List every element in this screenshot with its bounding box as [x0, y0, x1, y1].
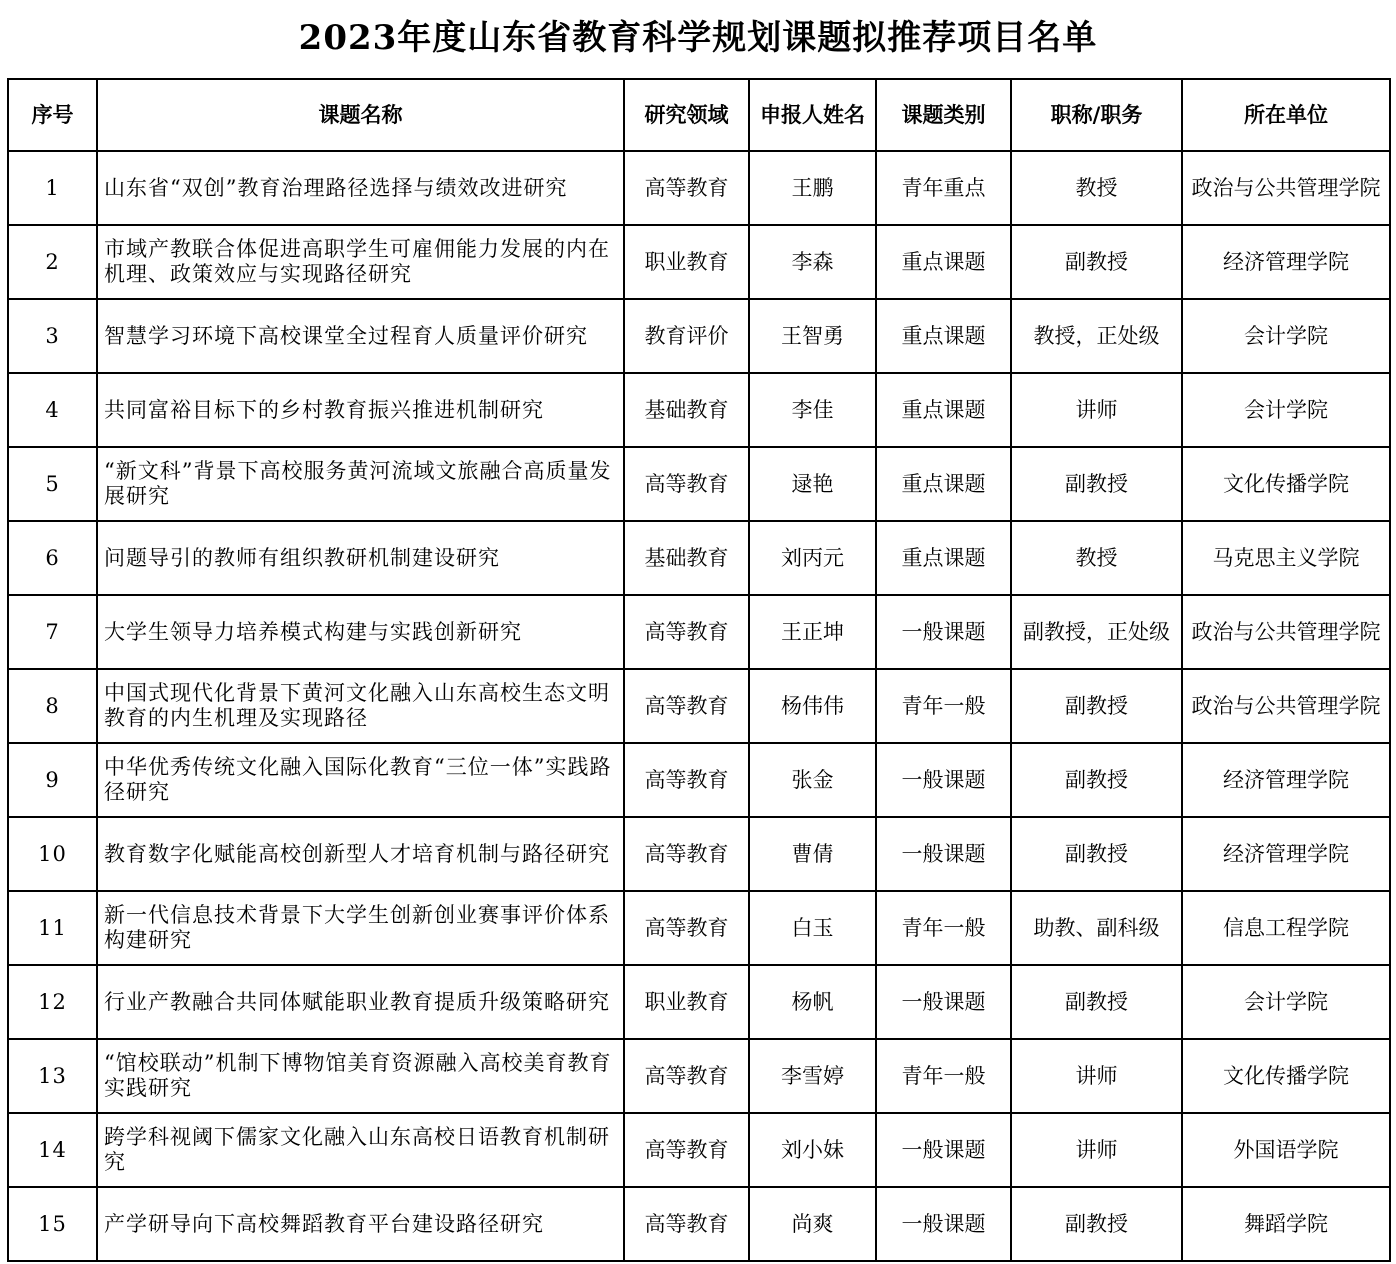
cell-applicant: 张金: [749, 743, 876, 817]
cell-project-name: 中华优秀传统文化融入国际化教育“三位一体”实践路径研究: [97, 743, 624, 817]
cell-index: 3: [8, 299, 97, 373]
cell-unit: 会计学院: [1182, 299, 1390, 373]
table-row: [8, 521, 1390, 595]
cell-project-name: 教育数字化赋能高校创新型人才培育机制与路径研究: [97, 817, 624, 891]
cell-category: 重点课题: [876, 521, 1011, 595]
table-row: [8, 1113, 1390, 1187]
cell-project-name: 中国式现代化背景下黄河文化融入山东高校生态文明教育的内生机理及实现路径: [97, 669, 624, 743]
cell-research-field: 高等教育: [624, 151, 749, 225]
cell-category: 重点课题: [876, 447, 1011, 521]
table-row: [8, 447, 1390, 521]
cell-project-name: 跨学科视阈下儒家文化融入山东高校日语教育机制研究: [97, 1113, 624, 1187]
cell-unit: 经济管理学院: [1182, 225, 1390, 299]
cell-applicant: 李佳: [749, 373, 876, 447]
cell-research-field: 高等教育: [624, 817, 749, 891]
page-title: 2023年度山东省教育科学规划课题拟推荐项目名单: [298, 18, 1098, 58]
cell-applicant: 白玉: [749, 891, 876, 965]
cell-unit: 信息工程学院: [1182, 891, 1390, 965]
table-row: [8, 299, 1390, 373]
cell-index: 4: [8, 373, 97, 447]
cell-category: 青年一般: [876, 669, 1011, 743]
cell-position: 教授: [1011, 521, 1182, 595]
cell-position: 副教授: [1011, 225, 1182, 299]
cell-research-field: 高等教育: [624, 595, 749, 669]
cell-position: 教授: [1011, 151, 1182, 225]
cell-index: 12: [8, 965, 97, 1039]
table-row: [8, 1039, 1390, 1113]
cell-category: 一般课题: [876, 817, 1011, 891]
cell-research-field: 教育评价: [624, 299, 749, 373]
cell-index: 7: [8, 595, 97, 669]
cell-position: 副教授: [1011, 743, 1182, 817]
cell-index: 14: [8, 1113, 97, 1187]
table-row: [8, 965, 1390, 1039]
cell-unit: 政治与公共管理学院: [1182, 669, 1390, 743]
cell-project-name: 新一代信息技术背景下大学生创新创业赛事评价体系构建研究: [97, 891, 624, 965]
cell-applicant: 刘丙元: [749, 521, 876, 595]
cell-category: 重点课题: [876, 225, 1011, 299]
cell-position: 副教授，正处级: [1011, 595, 1182, 669]
cell-category: 一般课题: [876, 1187, 1011, 1261]
cell-unit: 文化传播学院: [1182, 447, 1390, 521]
cell-research-field: 高等教育: [624, 669, 749, 743]
cell-position: 副教授: [1011, 965, 1182, 1039]
cell-unit: 会计学院: [1182, 965, 1390, 1039]
cell-unit: 文化传播学院: [1182, 1039, 1390, 1113]
cell-position: 副教授: [1011, 1187, 1182, 1261]
table-body: [8, 151, 1390, 1261]
cell-category: 青年一般: [876, 1039, 1011, 1113]
cell-unit: 政治与公共管理学院: [1182, 595, 1390, 669]
cell-research-field: 高等教育: [624, 891, 749, 965]
cell-project-name: “新文科”背景下高校服务黄河流域文旅融合高质量发展研究: [97, 447, 624, 521]
cell-position: 副教授: [1011, 669, 1182, 743]
cell-project-name: 大学生领导力培养模式构建与实践创新研究: [97, 595, 624, 669]
cell-position: 讲师: [1011, 1113, 1182, 1187]
cell-category: 青年重点: [876, 151, 1011, 225]
cell-category: 一般课题: [876, 1113, 1011, 1187]
table-row: [8, 743, 1390, 817]
cell-project-name: 问题导引的教师有组织教研机制建设研究: [97, 521, 624, 595]
cell-unit: 会计学院: [1182, 373, 1390, 447]
table-row: [8, 891, 1390, 965]
cell-project-name: 行业产教融合共同体赋能职业教育提质升级策略研究: [97, 965, 624, 1039]
table-row: [8, 225, 1390, 299]
cell-project-name: “馆校联动”机制下博物馆美育资源融入高校美育教育实践研究: [97, 1039, 624, 1113]
cell-index: 10: [8, 817, 97, 891]
cell-index: 6: [8, 521, 97, 595]
cell-index: 1: [8, 151, 97, 225]
cell-unit: 舞蹈学院: [1182, 1187, 1390, 1261]
cell-category: 重点课题: [876, 373, 1011, 447]
cell-unit: 经济管理学院: [1182, 817, 1390, 891]
cell-unit: 外国语学院: [1182, 1113, 1390, 1187]
cell-category: 一般课题: [876, 743, 1011, 817]
table-row: [8, 373, 1390, 447]
table-row: [8, 595, 1390, 669]
table-row: [8, 817, 1390, 891]
cell-index: 5: [8, 447, 97, 521]
cell-applicant: 杨伟伟: [749, 669, 876, 743]
cell-research-field: 高等教育: [624, 1113, 749, 1187]
cell-index: 8: [8, 669, 97, 743]
header-cell-research-field: 研究领域: [624, 79, 749, 151]
cell-applicant: 王智勇: [749, 299, 876, 373]
cell-category: 一般课题: [876, 965, 1011, 1039]
cell-category: 青年一般: [876, 891, 1011, 965]
cell-applicant: 尚爽: [749, 1187, 876, 1261]
cell-research-field: 职业教育: [624, 225, 749, 299]
cell-position: 讲师: [1011, 373, 1182, 447]
cell-unit: 马克思主义学院: [1182, 521, 1390, 595]
cell-research-field: 高等教育: [624, 1039, 749, 1113]
cell-project-name: 产学研导向下高校舞蹈教育平台建设路径研究: [97, 1187, 624, 1261]
cell-applicant: 杨帆: [749, 965, 876, 1039]
cell-project-name: 山东省“双创”教育治理路径选择与绩效改进研究: [97, 151, 624, 225]
header-cell-position: 职称/职务: [1011, 79, 1182, 151]
cell-position: 教授，正处级: [1011, 299, 1182, 373]
table-row: [8, 1187, 1390, 1261]
cell-research-field: 基础教育: [624, 521, 749, 595]
cell-applicant: 王正坤: [749, 595, 876, 669]
cell-applicant: 逯艳: [749, 447, 876, 521]
cell-research-field: 职业教育: [624, 965, 749, 1039]
cell-position: 讲师: [1011, 1039, 1182, 1113]
header-cell-applicant: 申报人姓名: [749, 79, 876, 151]
cell-applicant: 刘小妹: [749, 1113, 876, 1187]
cell-applicant: 王鹏: [749, 151, 876, 225]
cell-index: 9: [8, 743, 97, 817]
cell-research-field: 高等教育: [624, 447, 749, 521]
header-cell-index: 序号: [8, 79, 97, 151]
cell-position: 副教授: [1011, 817, 1182, 891]
cell-applicant: 李雪婷: [749, 1039, 876, 1113]
cell-research-field: 高等教育: [624, 743, 749, 817]
cell-category: 一般课题: [876, 595, 1011, 669]
cell-unit: 政治与公共管理学院: [1182, 151, 1390, 225]
header-row: [8, 79, 1390, 151]
table-row: [8, 669, 1390, 743]
table-head: [8, 79, 1390, 151]
cell-applicant: 曹倩: [749, 817, 876, 891]
cell-unit: 经济管理学院: [1182, 743, 1390, 817]
cell-index: 15: [8, 1187, 97, 1261]
cell-research-field: 基础教育: [624, 373, 749, 447]
cell-index: 13: [8, 1039, 97, 1113]
cell-research-field: 高等教育: [624, 1187, 749, 1261]
header-cell-project-name: 课题名称: [97, 79, 624, 151]
cell-project-name: 智慧学习环境下高校课堂全过程育人质量评价研究: [97, 299, 624, 373]
cell-index: 2: [8, 225, 97, 299]
header-cell-unit: 所在单位: [1182, 79, 1390, 151]
cell-project-name: 共同富裕目标下的乡村教育振兴推进机制研究: [97, 373, 624, 447]
cell-category: 重点课题: [876, 299, 1011, 373]
cell-project-name: 市域产教联合体促进高职学生可雇佣能力发展的内在机理、政策效应与实现路径研究: [97, 225, 624, 299]
project-list-table: [7, 78, 1391, 1262]
cell-position: 助教、副科级: [1011, 891, 1182, 965]
table-row: [8, 151, 1390, 225]
header-cell-category: 课题类别: [876, 79, 1011, 151]
cell-applicant: 李森: [749, 225, 876, 299]
cell-position: 副教授: [1011, 447, 1182, 521]
cell-index: 11: [8, 891, 97, 965]
